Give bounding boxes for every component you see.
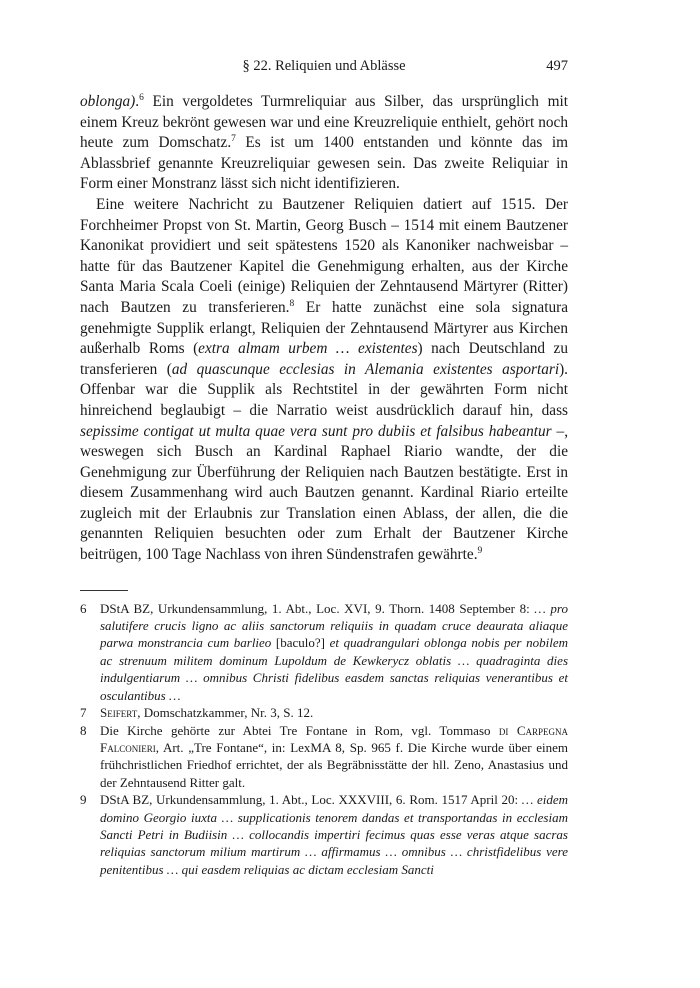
latin-quote: sepissime contigat ut multa quae vera sunt pro dubiis et falsibus habeantur [80,422,552,440]
footnotes [80,600,568,879]
footnote-separator [80,590,128,591]
latin-quote: … pro salutifere crucis ligno ac aliis sanctorum reliquiis in quadam cruce deaurata aliaque parwa monstrancia cum barlieo [100,600,568,651]
latin-quote: et quadrangulari oblonga nobis per nobilem ac strenuum militem dominum Lupoldum de Kewkerycz oblatis … quadraginta dies indulgentiarum … omnibus Christi fidelibus easdem sanctas reliquias venerantibus et osculantibus … [100,635,568,703]
footnote-number: 9 [80,792,87,808]
footnote-text [100,791,568,878]
author-name: di Carpegna Falconieri [100,722,568,755]
editorial-note: [baculo?] [271,635,330,651]
latin-quote: ad quascunque ecclesias in Alemania existentes asportari [171,360,560,378]
footnote-number: 6 [80,600,87,616]
book-page [80,58,568,878]
latin-fragment: oblonga) [80,93,136,110]
footnote-9 [80,791,568,878]
footnote-ref-8[interactable]: 8 [289,298,295,309]
running-head [80,58,568,80]
footnote-text [100,704,568,721]
paragraph-1: oblonga).$^6$ Ein vergoldetes Turmreliquiar aus Silber, das ursprünglich mit einem Kreuz bekrönt gewesen war und eine Kreuzreliquie enthielt, gehört noch heute zum Domschatz.$^7$ Es ist um 1400 entstanden und könnte das im Ablassbrief genannte Kreuzreliquiar gewesen sein. Das zweite Reliquiar in Form einer Monstranz lässt sich nicht identifizieren. [80,92,569,193]
footnote-ref-9[interactable]: 9 [477,545,483,556]
footnote-number: 7 [80,705,87,721]
paragraph-text: Es ist um 1400 entstanden und könnte das im Ablassbrief genannte Kreuzreliquiar gewesen sein. Das zweite Reliquiar in Form einer Monstranz lässt sich nicht identifizieren. [80,134,569,193]
citation: Die Kirche gehörte zur Abtei Tre Fontane in Rom, vgl. Tommaso [100,722,499,738]
citation: DStA BZ, Urkundensammlung, 1. Abt., Loc. XXXVIII, 6. Rom. 1517 April 20: [100,792,522,808]
paragraph-text: ). Offenbar war die Supplik als Rechtstitel in der gewährten Form nicht hinreichend beglaubigt – die Narratio weist ausdrücklich darauf hin, dass [80,360,568,419]
page-number: 497 [546,58,568,74]
main-text [80,92,568,566]
footnote-7 [80,704,568,721]
footnote-text [100,600,568,704]
section-title: § 22. Reliquien und Ablässe [242,58,406,74]
paragraph-text: Eine weitere Nachricht zu Bautzener Reliquien datiert auf 1515. Der Forchheimer Propst von St. Martin, Georg Busch – 1514 mit einem Bautzener Kanonikat providiert und seit spätestens 1520 als Kanoniker nachweisbar – hatte für das Bautzener Kapitel die Genehmigung erhalten, aus der Kirche Santa Maria Scala Coeli (einige) Reliquien der Zehntausend Märtyrer (Ritter) nach Bautzen zu transferieren. [80,195,568,316]
paragraph-text: Er hatte zunächst eine sola signatura genehmigte Supplik erlangt, Reliquien der Zehntausend Märtyrer aus Kirchen außerhalb Roms ( [80,298,568,358]
paragraph-text: ) nach Deutschland zu transferieren ( [80,340,568,378]
footnote-ref-6[interactable]: 6 [139,92,144,103]
latin-quote: extra almam urbem … existentes [198,340,418,358]
latin-quote: … eidem domino Georgio iuxta … supplicationis tenorem dandas et transportandas in ecclesiam Sancti Petri in Budiisin … collocandis impertiri fecimus quas esse veras atque sacras reliquias sanctorum milium martirum … affirmamus … omnibus … christfidelibus vere penitentibus … qui easdem reliquias ac dictam ecclesiam Sancti [100,792,568,877]
citation: , Domschatzkammer, Nr. 3, S. 12. [137,705,314,721]
citation: DStA BZ, Urkundensammlung, 1. Abt., Loc. XVI, 9. Thorn. 1408 September 8: [100,600,535,616]
footnote-ref-7[interactable]: 7 [231,134,236,145]
paragraph-text: –, weswegen sich Busch an Kardinal Raphael Riario wandte, der die Genehmigung zur Überführung der Reliquien nach Bautzen bestätigte. Erst in diesem Zusammenhang wird auch Bautzen genannt. Kardinal Riario erteilte zugleich mit der Erlaubnis zur Translation einen Ablass, der allen, die die genannten Reliquien besuchten oder zum Erhalt der Bautzener Kirche beitrügen, 100 Tage Nachlass von ihren Sündenstrafen gewährte. [80,422,569,564]
author-name: Seifert [100,705,138,721]
footnote-6 [80,600,568,704]
paragraph-2 [80,195,568,566]
paragraph-text: Ein vergoldetes Turmreliquiar aus Silber, das ursprünglich mit einem Kreuz bekrönt gewesen war und eine Kreuzreliquie enthielt, gehört noch heute zum Domschatz. [80,93,568,152]
footnote-8 [80,722,568,792]
footnote-text [100,722,568,792]
citation: , Art. „Tre Fontane“, in: LexMA 8, Sp. 965 f. Die Kirche wurde über einem frühchristlichen Friedhof errichtet, der als Begräbnisstätte der hll. Zeno, Anastasius und der Zehntausend Ritter galt. [100,739,568,790]
footnote-number: 8 [80,722,87,738]
